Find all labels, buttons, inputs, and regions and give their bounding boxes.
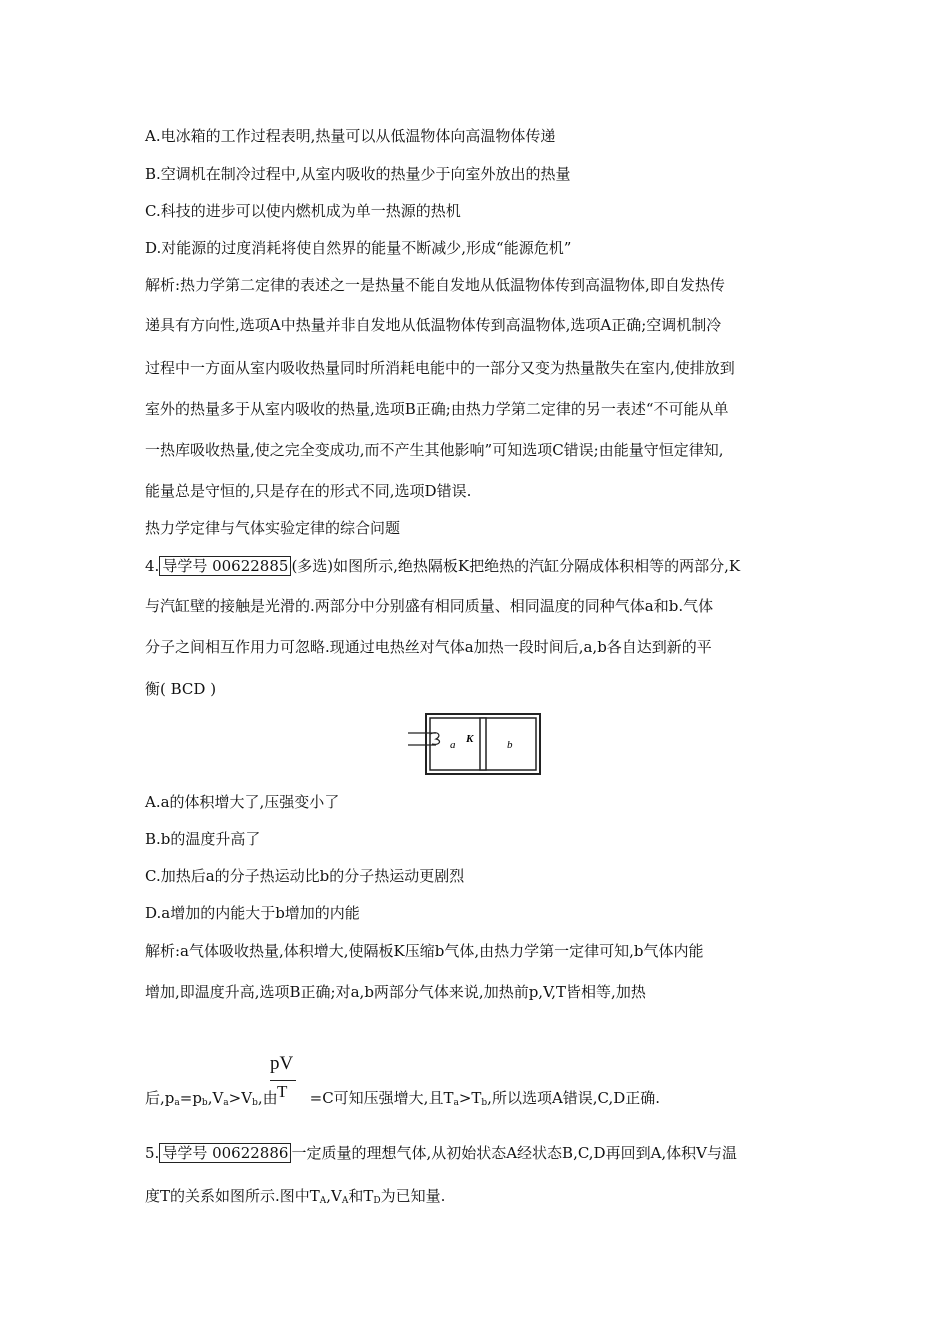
subscript: a (223, 1098, 229, 1108)
q3-analysis-line-2: 递具有方向性,选项A中热量并非自发地从低温物体传到高温物体,选项A正确;空调机制冷 (145, 316, 722, 334)
q5-code-box: 导学号 00622886 (159, 1143, 291, 1163)
subscript: D (373, 1196, 381, 1206)
partition-k-label: K (466, 733, 474, 745)
text: >V (228, 1089, 253, 1107)
q4-number: 4. (145, 557, 160, 575)
subscript: a (174, 1098, 180, 1108)
text: >T (458, 1089, 482, 1107)
text: =C可知压强增大,且T (309, 1089, 454, 1107)
gas-a-label: a (450, 739, 456, 751)
subscript: b (201, 1098, 208, 1108)
fraction-numerator: pV (270, 1053, 294, 1074)
q4-option-a: A.a的体积增大了,压强变小了 (145, 793, 340, 811)
cylinder-diagram (408, 712, 548, 778)
q5-stem-line-1 (145, 1143, 737, 1163)
subscript: a (453, 1098, 459, 1108)
q3-option-b: B.空调机在制冷过程中,从室内吸收的热量少于向室外放出的热量 (145, 165, 571, 183)
q4-option-c: C.加热后a的分子热运动比b的分子热运动更剧烈 (145, 867, 465, 885)
q5-stem-text: 一定质量的理想气体,从初始状态A经状态B,C,D再回到A,体积V与温 (291, 1144, 738, 1162)
q4-stem-line-3: 分子之间相互作用力可忽略.现通过电热丝对气体a加热一段时间后,a,b各自达到新的平 (145, 638, 712, 656)
text: 和T (348, 1187, 374, 1205)
q3-option-c: C.科技的进步可以使内燃机成为单一热源的热机 (145, 202, 461, 220)
q4-analysis-line-3 (145, 1088, 660, 1113)
q4-analysis-line-1: 解析:a气体吸收热量,体积增大,使隔板K压缩b气体,由热力学第一定律可知,b气体内能 (145, 942, 704, 960)
q4-stem-line-2: 与汽缸壁的接触是光滑的.两部分中分别盛有相同质量、相同温度的同种气体a和b.气体 (145, 597, 714, 615)
subscript: A (319, 1196, 327, 1206)
fraction-denominator: T (277, 1082, 288, 1101)
q3-analysis-line-5: 一热库吸收热量,使之完全变成功,而不产生其他影响”可知选项C错误;由能量守恒定律知, (145, 441, 724, 459)
q3-option-d: D.对能源的过度消耗将使自然界的能量不断减少,形成“能源危机” (145, 239, 572, 257)
text: 度T的关系如图所示.图中T (145, 1187, 320, 1205)
section-title: 热力学定律与气体实验定律的综合问题 (145, 519, 401, 537)
text: ,V (207, 1089, 224, 1107)
q5-stem-line-2 (145, 1186, 445, 1211)
q4-code-box: 导学号 00622885 (159, 556, 291, 576)
q3-analysis-line-3: 过程中一方面从室内吸收热量同时所消耗电能中的一部分又变为热量散失在室内,使排放到 (145, 359, 735, 377)
q3-analysis-line-4: 室外的热量多于从室内吸收的热量,选项B正确;由热力学第二定律的另一表述“不可能从单 (145, 400, 729, 418)
text: 为已知量. (380, 1187, 446, 1205)
q3-analysis-line-6: 能量总是守恒的,只是存在的形式不同,选项D错误. (145, 482, 472, 500)
text: ,V (326, 1187, 342, 1205)
q4-option-d: D.a增加的内能大于b增加的内能 (145, 904, 360, 922)
q3-option-a: A.电冰箱的工作过程表明,热量可以从低温物体向高温物体传递 (145, 127, 556, 145)
text: ,由 (257, 1089, 278, 1107)
text: =p (179, 1089, 202, 1107)
q4-stem-line-4: 衡( BCD ) (145, 680, 217, 698)
q3-analysis-line-1: 解析:热力学第二定律的表述之一是热量不能自发地从低温物体传到高温物体,即自发热传 (145, 276, 725, 294)
gas-b-label: b (507, 739, 513, 751)
q5-number: 5. (145, 1144, 160, 1162)
q4-analysis-line-2: 增加,即温度升高,选项B正确;对a,b两部分气体来说,加热前p,V,T皆相等,加热 (145, 983, 646, 1001)
text: 后,p (145, 1089, 175, 1107)
subscript: b (481, 1098, 488, 1108)
q4-stem-line-1 (145, 556, 740, 576)
q4-stem-text: (多选)如图所示,绝热隔板K把绝热的汽缸分隔成体积相等的两部分,K (291, 557, 741, 575)
q4-option-b: B.b的温度升高了 (145, 830, 261, 848)
subscript: b (252, 1098, 258, 1108)
fraction-bar (270, 1080, 296, 1081)
subscript: A (341, 1196, 349, 1206)
text: ,所以选项A错误,C,D正确. (487, 1089, 661, 1107)
